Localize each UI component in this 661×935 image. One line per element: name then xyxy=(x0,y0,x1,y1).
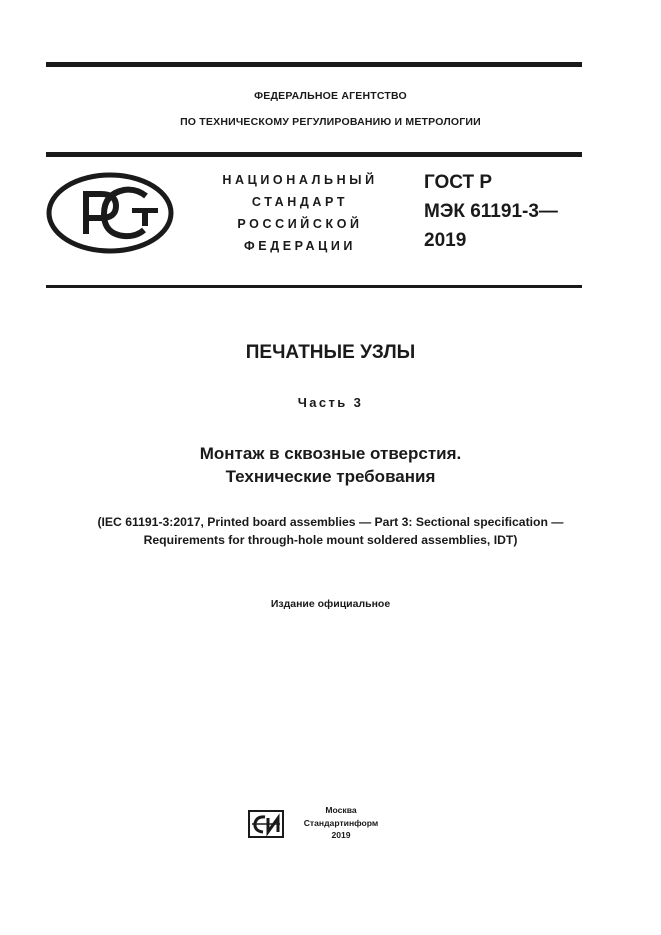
edition-label: Издание официальное xyxy=(270,598,391,610)
publisher-year: 2019 xyxy=(331,830,351,840)
publisher-city: Москва xyxy=(325,805,357,815)
publisher-name: Стандартинформ xyxy=(303,817,379,828)
iec-reference xyxy=(0,513,661,549)
document-part: Часть 3 xyxy=(297,395,364,410)
national-line-2: СТАНДАРТ xyxy=(251,195,349,209)
agency-line-2: ПО ТЕХНИЧЕСКОМУ РЕГУЛИРОВАНИЮ И МЕТРОЛОГИИ xyxy=(180,116,481,128)
document-title: ПЕЧАТНЫЕ УЗЛЫ xyxy=(245,342,416,363)
section-divider xyxy=(46,285,582,288)
subtitle-line-1: Монтаж в сквозные отверстия. xyxy=(199,444,462,463)
standartinform-logo-icon xyxy=(248,810,284,838)
national-standard-label xyxy=(208,169,392,257)
document-subtitle xyxy=(0,442,661,488)
designation-line-1: ГОСТ Р xyxy=(424,172,493,193)
header-divider xyxy=(46,152,582,157)
national-line-1: НАЦИОНАЛЬНЫЙ xyxy=(222,173,378,187)
rst-certification-mark-icon xyxy=(46,172,174,254)
standard-designation xyxy=(424,168,558,255)
designation-line-2: МЭК 61191-3— xyxy=(424,201,558,222)
iec-line-1: (IEC 61191-3:2017, Printed board assemblies — Part 3: Sectional specification — xyxy=(97,515,564,529)
agency-line-1: ФЕДЕРАЛЬНОЕ АГЕНТСТВО xyxy=(254,90,407,102)
publisher-info xyxy=(296,804,386,842)
iec-line-2: Requirements for through-hole mount soldered assemblies, IDT) xyxy=(143,533,518,547)
designation-line-3: 2019 xyxy=(424,230,467,251)
subtitle-line-2: Технические требования xyxy=(225,467,436,486)
national-line-4: ФЕДЕРАЦИИ xyxy=(243,239,356,253)
national-line-3: РОССИЙСКОЙ xyxy=(237,217,363,231)
top-divider xyxy=(46,62,582,67)
